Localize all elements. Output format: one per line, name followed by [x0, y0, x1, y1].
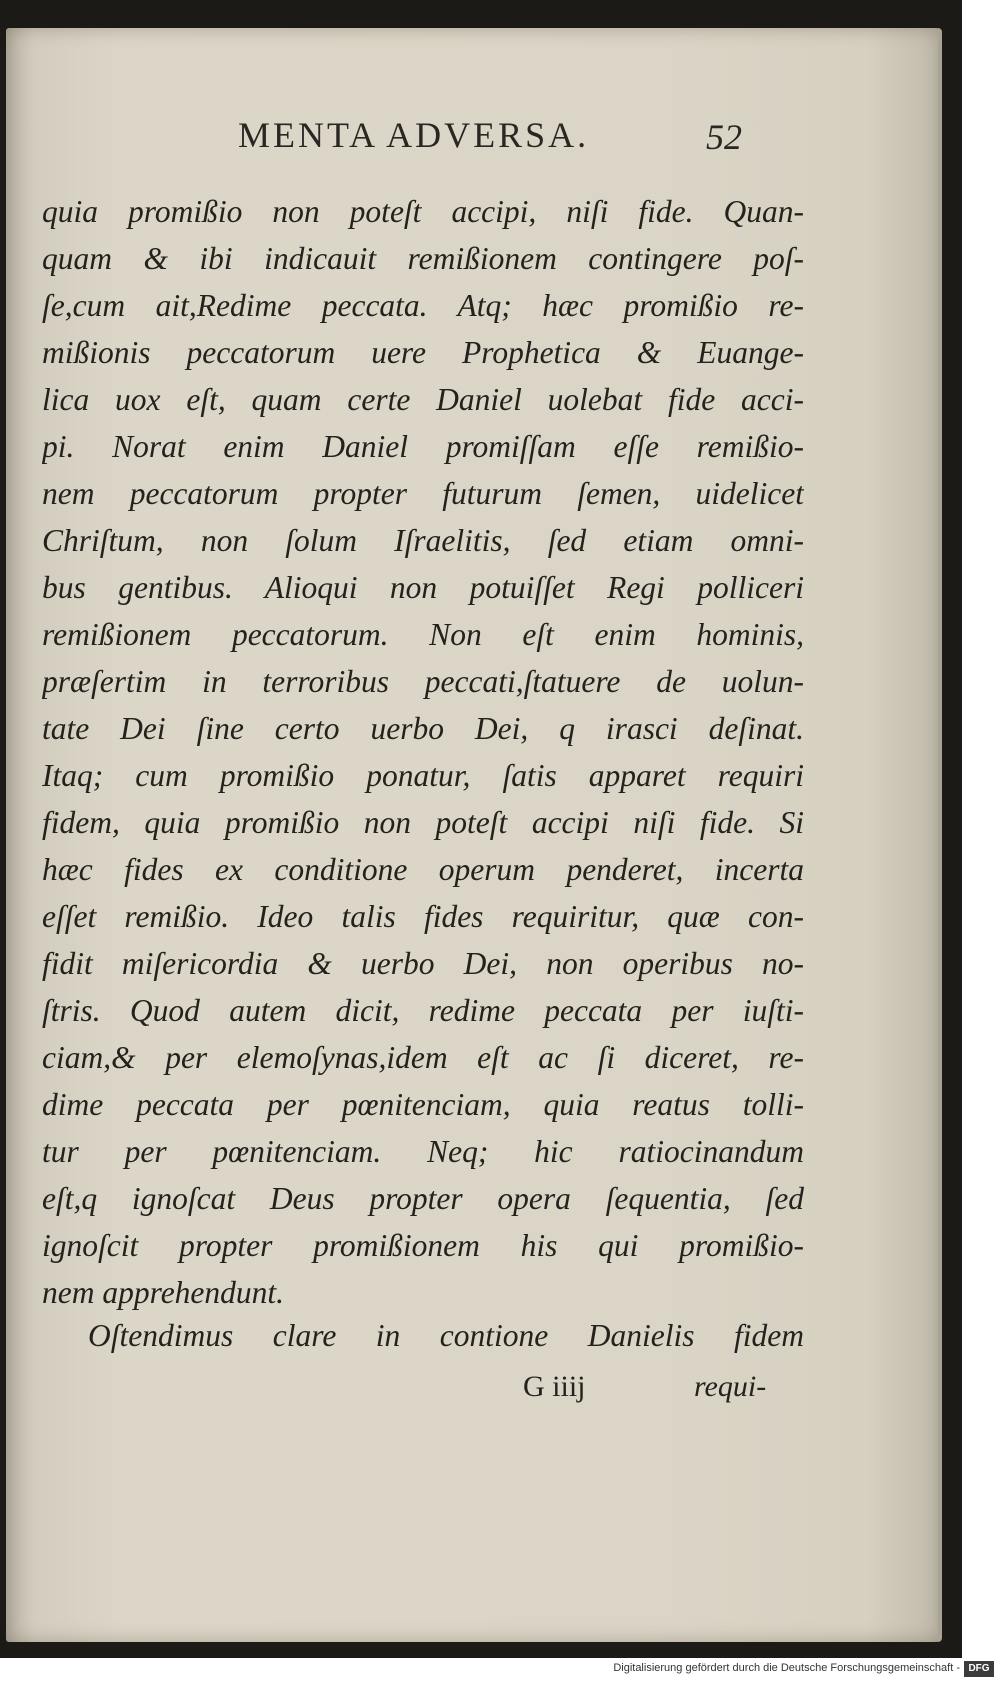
text-line: Itaq; cum promißio ponatur, ſatis apparet requiri [42, 758, 804, 793]
digitization-credit-bar [0, 1658, 1000, 1681]
text-line: fidem, quia promißio non poteſt accipi niſi fide. Si [42, 805, 804, 840]
text-line: ſtris. Quod autem dicit, redime peccata per iuſti- [42, 993, 804, 1028]
text-line: præſertim in terroribus peccati,ſtatuere de uolun- [42, 664, 804, 699]
text-line: tur per pœnitenciam. Neq; hic ratiocinandum [42, 1134, 804, 1169]
digitization-credit: Digitalisierung gefördert durch die Deutsche Forschungsgemeinschaft - [613, 1662, 960, 1674]
text-line: mißionis peccatorum uere Prophetica & Euange- [42, 335, 804, 370]
page-edge [938, 28, 942, 1642]
book-page [6, 28, 942, 1642]
text-line: eſt,q ignoſcat Deus propter opera ſequentia, ſed [42, 1181, 804, 1216]
text-line: quam & ibi indicauit remißionem contingere poſ- [42, 241, 804, 276]
text-line: nem apprehendunt. [42, 1275, 285, 1310]
catchword: requi- [694, 1370, 767, 1403]
body-text [42, 188, 804, 1316]
text-line: pi. Norat enim Daniel promiſſam eſſe remißio- [42, 429, 804, 464]
text-line: quia promißio non poteſt accipi, niſi fide. Quan- [42, 194, 804, 229]
text-line: tate Dei ſine certo uerbo Dei, q irasci deſinat. [42, 711, 804, 746]
text-line: remißionem peccatorum. Non eſt enim hominis, [42, 617, 804, 652]
signature-mark: G iiij [523, 1370, 586, 1403]
text-line: hæc fides ex conditione operum penderet, incerta [42, 852, 804, 887]
text-line: nem peccatorum propter futurum ſemen, uidelicet [42, 476, 804, 511]
paragraph-start: Oſtendimus clare in contione Danielis fidem [88, 1318, 804, 1353]
dfg-logo: DFG [964, 1661, 994, 1677]
running-head: MENTA ADVERSA. [238, 115, 590, 155]
page-number: 52 [706, 117, 742, 157]
text-line: ſe,cum ait,Redime peccata. Atq; hæc promißio re- [42, 288, 804, 323]
text-line: ciam,& per elemoſynas,idem eſt ac ſi diceret, re- [42, 1040, 804, 1075]
text-line: bus gentibus. Alioqui non potuiſſet Regi polliceri [42, 570, 804, 605]
text-line: dime peccata per pœnitenciam, quia reatus tolli- [42, 1087, 804, 1122]
text-line: Chriſtum, non ſolum Iſraelitis, ſed etiam omni- [42, 523, 804, 558]
text-line: lica uox eſt, quam certe Daniel uolebat fide acci- [42, 382, 804, 417]
text-line: eſſet remißio. Ideo talis fides requiritur, quæ con- [42, 899, 804, 934]
text-line: fidit miſericordia & uerbo Dei, non operibus no- [42, 946, 804, 981]
text-line: ignoſcit propter promißionem his qui promißio- [42, 1228, 804, 1263]
